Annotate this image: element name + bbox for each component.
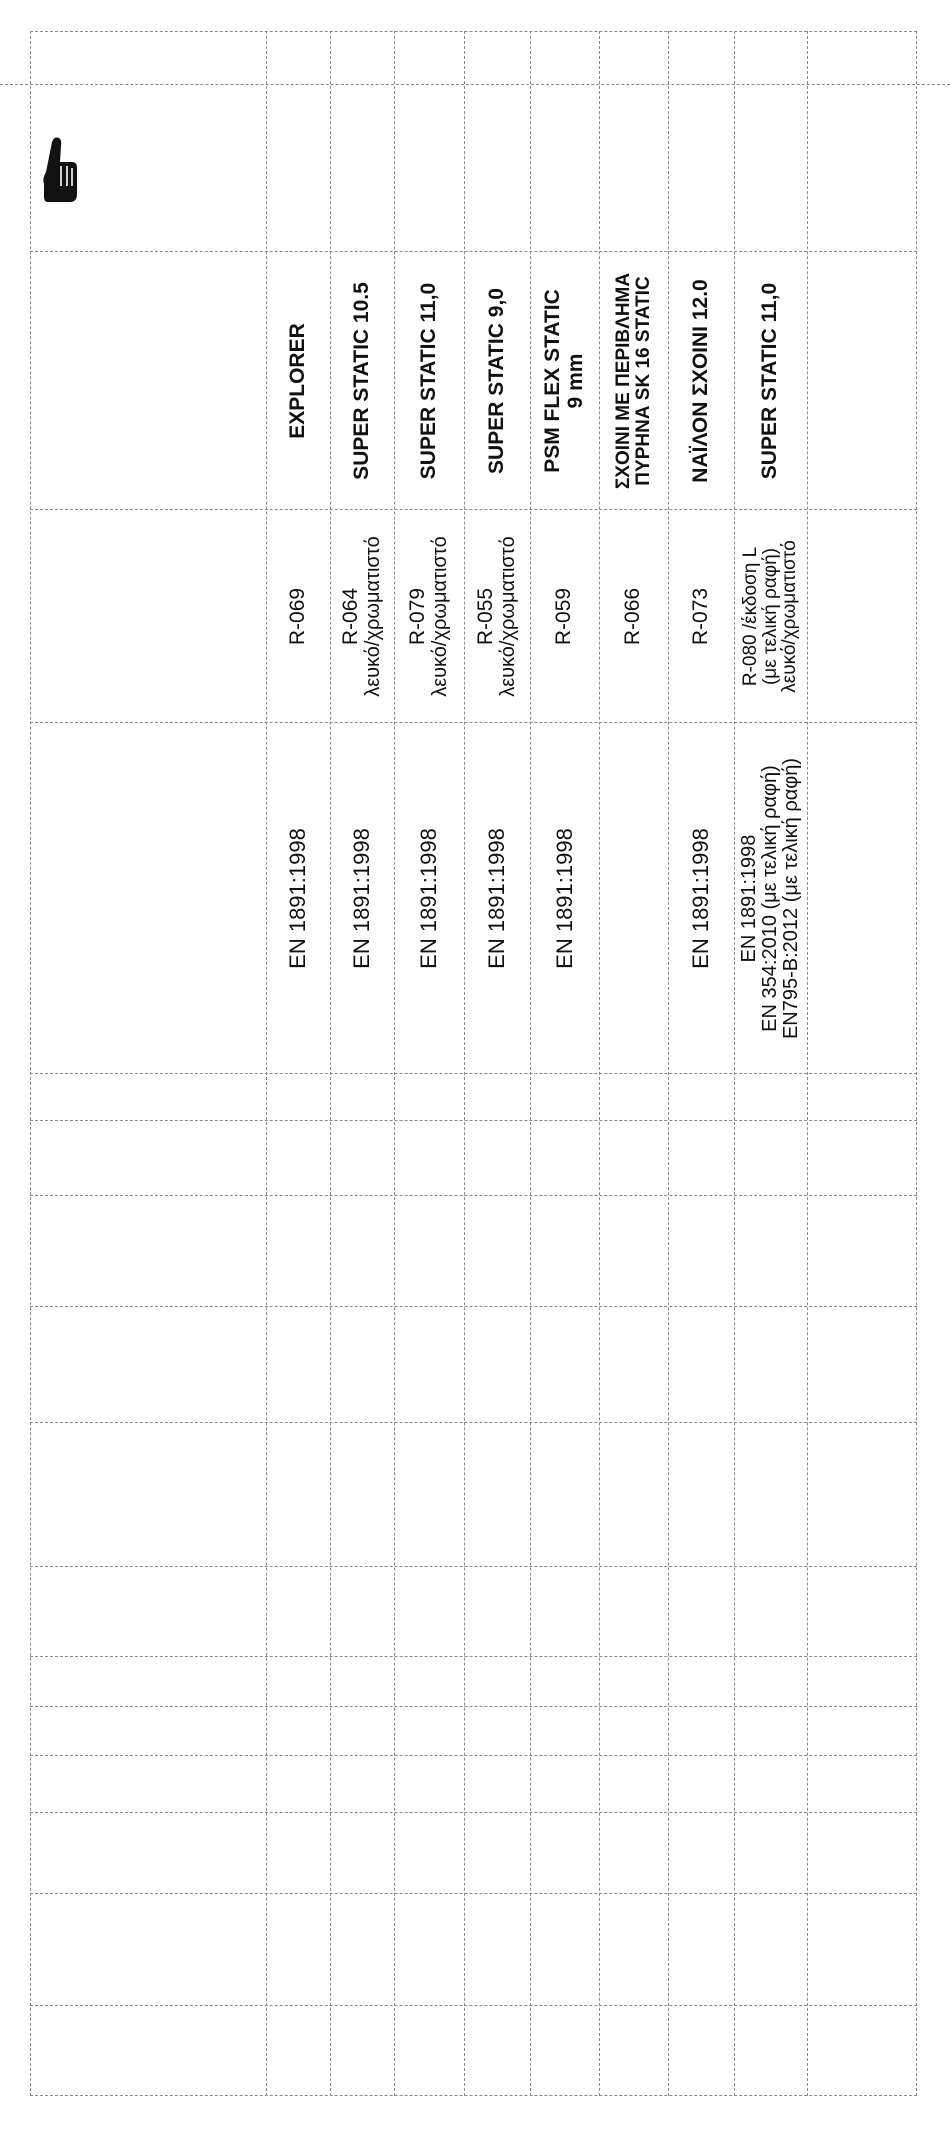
table-cell-standard bbox=[599, 723, 668, 1074]
table-cell-product: PSM FLEX STATIC 9 mm bbox=[541, 289, 587, 473]
table-cell-code: R-069 bbox=[285, 587, 309, 646]
table-cell-code: R-073 bbox=[688, 587, 712, 646]
table-cell-standard: EN 1891:1998 bbox=[285, 828, 311, 969]
column-divider bbox=[30, 2005, 917, 2006]
table-cell-product: ΣΧΟΙΝΙ ΜΕ ΠΕΡΙΒΛΗΜΑ ΠΥΡΗΝΑ SK 16 STATIC bbox=[612, 272, 654, 490]
table-cell-standard: EN 1891:1998 bbox=[484, 828, 510, 969]
column-divider bbox=[30, 1656, 917, 1657]
rope-inspection-table bbox=[30, 31, 917, 2096]
table-cell-product: SUPER STATIC 11,0 bbox=[416, 282, 440, 480]
table-cell-standard: EN 1891:1998 EN 354:2010 (με τελική ραφή) EN795-B:2012 (με τελική ραφή) bbox=[738, 757, 802, 1040]
column-divider bbox=[30, 1893, 917, 1894]
table-cell-product: EXPLORER bbox=[285, 323, 309, 439]
table-cell-code: R-066 bbox=[621, 587, 645, 646]
column-divider bbox=[30, 1120, 917, 1121]
table-cell-standard: EN 1891:1998 bbox=[416, 828, 442, 969]
table-cell-product: SUPER STATIC 11,0 bbox=[758, 282, 782, 480]
column-divider bbox=[30, 1566, 917, 1567]
table-cell-code: R-064 λευκό/χρωματιστό bbox=[339, 536, 384, 697]
column-divider bbox=[30, 1306, 917, 1307]
table-cell-standard: EN 1891:1998 bbox=[688, 828, 714, 969]
table-cell-product: ΝΑΪΛΟΝ ΣΧΟΙΝΙ 12.0 bbox=[688, 279, 712, 483]
column-divider bbox=[30, 1706, 917, 1707]
table-cell-standard: EN 1891:1998 bbox=[349, 828, 375, 969]
pointing-hand-icon bbox=[40, 136, 80, 206]
table-cell-product: SUPER STATIC 9,0 bbox=[484, 288, 508, 474]
table-cell-code: R-059 bbox=[552, 587, 576, 646]
table-cell-code: R-079 λευκό/χρωματιστό bbox=[406, 536, 451, 697]
column-divider bbox=[30, 1812, 917, 1813]
column-divider bbox=[30, 1195, 917, 1196]
table-cell-code: R-080 /έκδοση L (με τελική ραφή) λευκό/χρωματιστό bbox=[739, 540, 801, 693]
column-divider bbox=[30, 1755, 917, 1756]
column-divider bbox=[30, 1422, 917, 1423]
row-divider bbox=[807, 31, 808, 2096]
table-cell-code: R-055 λευκό/χρωματιστό bbox=[474, 536, 519, 697]
table-cell-product: SUPER STATIC 10.5 bbox=[349, 282, 373, 480]
table-cell-standard: EN 1891:1998 bbox=[551, 828, 577, 969]
